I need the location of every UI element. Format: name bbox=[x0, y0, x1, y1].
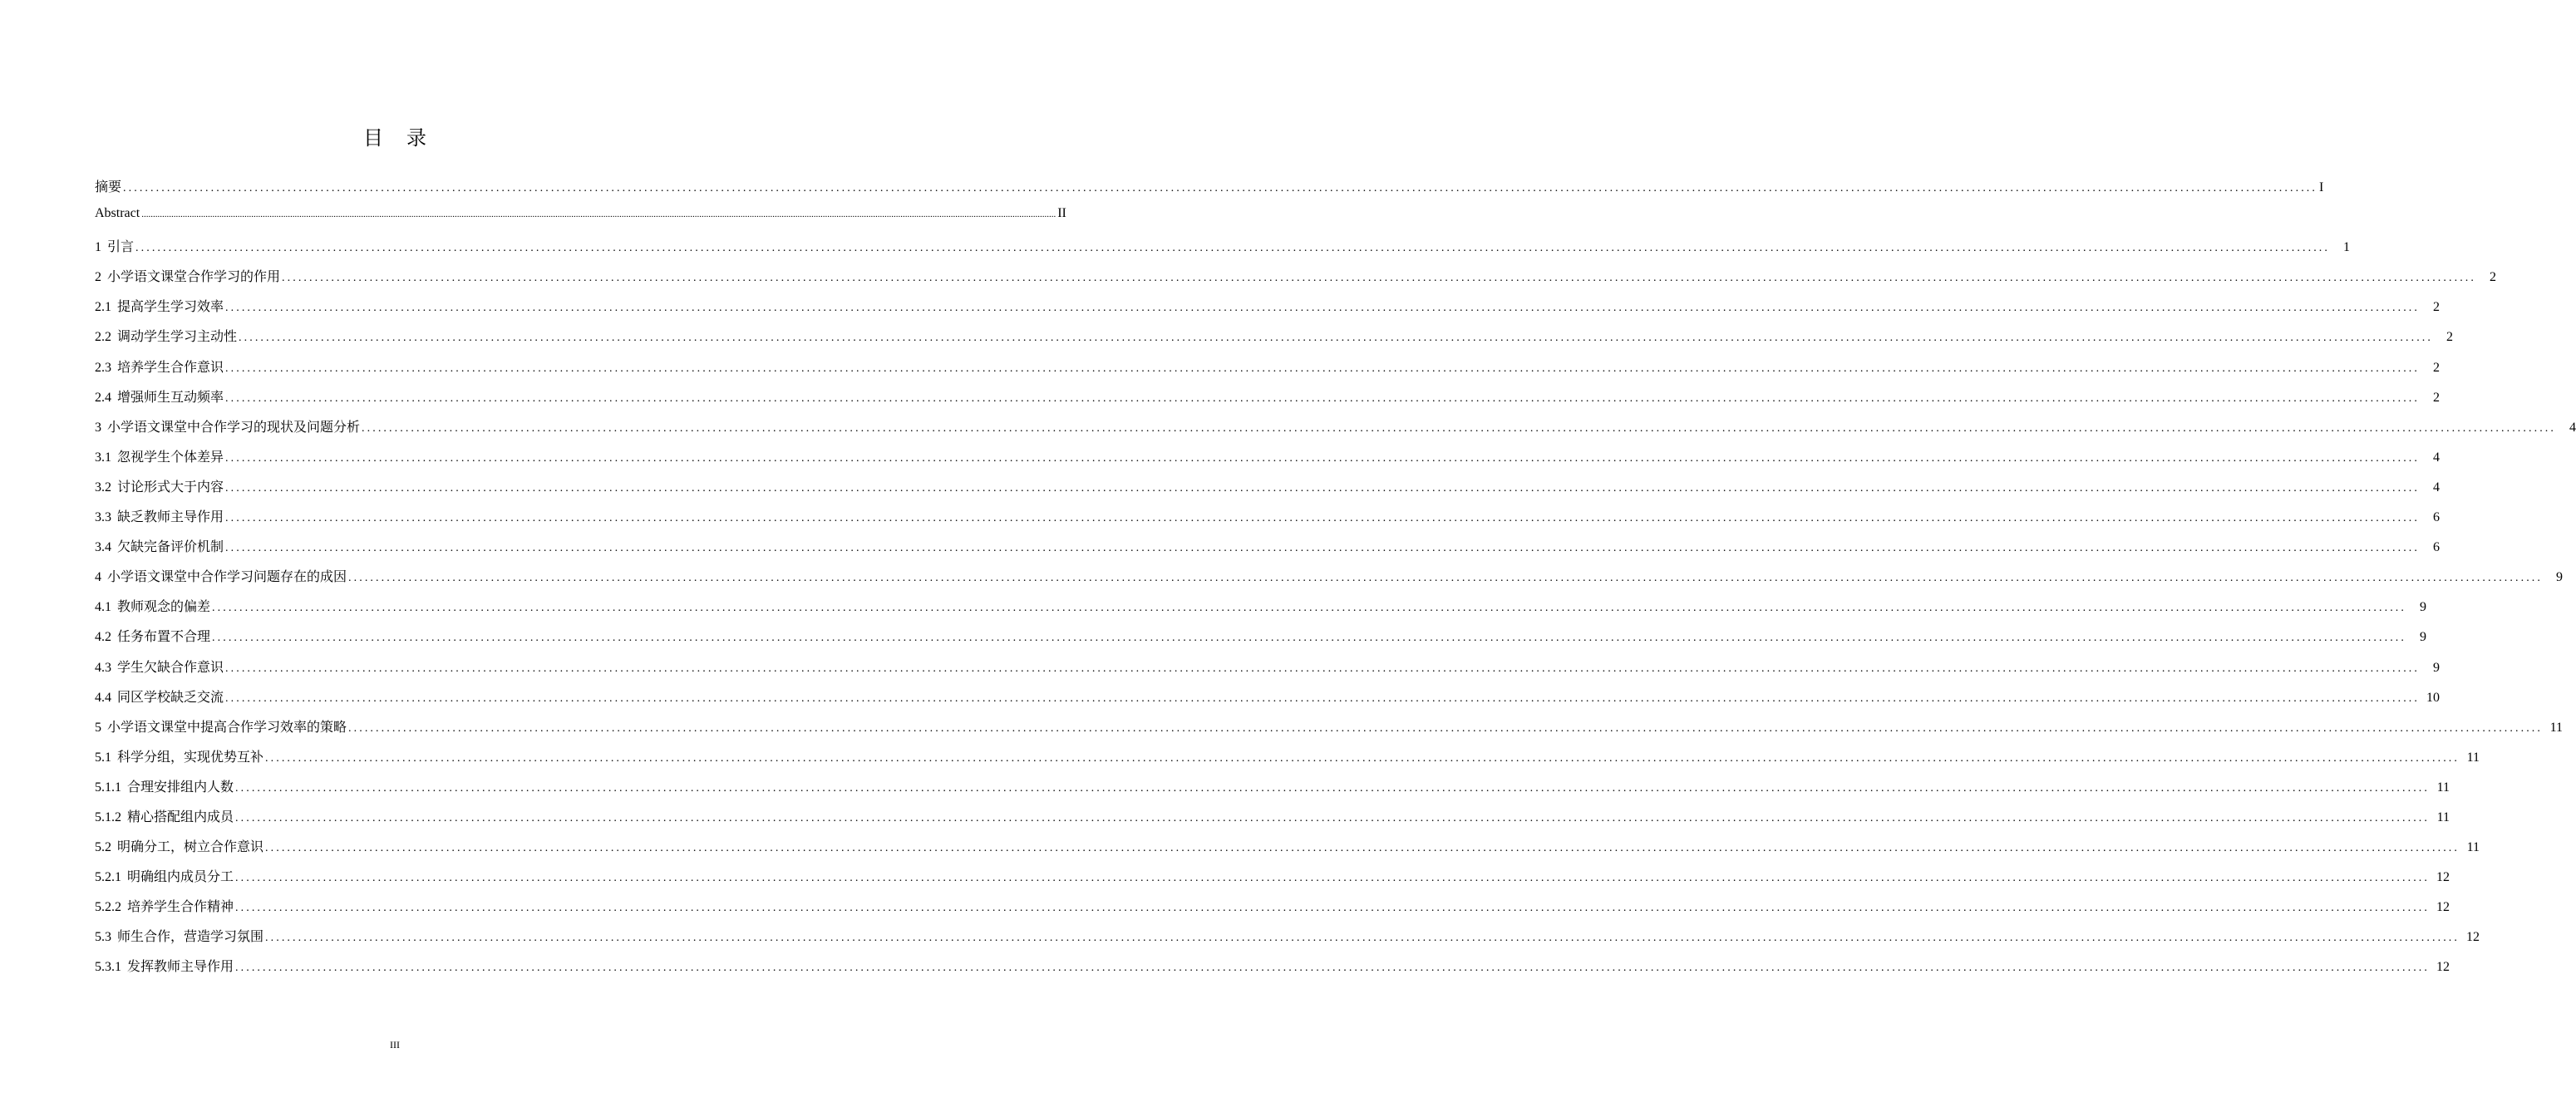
toc-entry[interactable] bbox=[95, 776, 2450, 806]
toc-entry-label bbox=[95, 446, 225, 465]
toc-page-number: 6 bbox=[2433, 540, 2441, 555]
toc-section-number: 2.3 bbox=[95, 360, 111, 375]
dot-leader: ................................................................................................................................................................................................................................................................................................................................................................................................................ bbox=[225, 302, 2421, 315]
toc-section-title: 精心搭配组内成员 bbox=[127, 809, 234, 824]
dot-leader: ................................................................................................................................................................................................................................................................................................................................................................................................................ bbox=[212, 632, 2407, 645]
toc-page-number: 11 bbox=[2436, 780, 2450, 795]
toc-section-title: 小学语文课堂中合作学习问题存在的成因 bbox=[107, 570, 347, 585]
toc-section-number: 5.1 bbox=[95, 750, 111, 765]
dot-leader: ................................................................................................................................................................................................................................................................................................................................................................................................................ bbox=[225, 481, 2421, 495]
dot-leader: ................................................................................................................................................................................................................................................................................................................................................................................................................ bbox=[225, 451, 2421, 465]
toc-section-title: Abstract bbox=[95, 206, 140, 221]
toc-section-title: 教师观念的偏差 bbox=[117, 600, 211, 615]
toc-entry-label bbox=[95, 626, 212, 645]
toc-section-number: 5.3.1 bbox=[95, 960, 121, 975]
toc-section-title: 小学语文课堂合作学习的作用 bbox=[107, 270, 281, 285]
toc-entry-label bbox=[95, 657, 225, 676]
toc-entry[interactable] bbox=[95, 326, 2454, 356]
dot-leader: ................................................................................................................................................................................................................................................................................................................................................................................................................ bbox=[265, 842, 2460, 855]
toc-section-title: 合理安排组内人数 bbox=[127, 780, 234, 795]
toc-page-number: 4 bbox=[2433, 480, 2441, 495]
dot-leader: ................................................................................................................................................................................................................................................................................................................................................................................................................ bbox=[235, 872, 2431, 885]
toc-entry-label bbox=[95, 266, 282, 285]
toc-section-title: 讨论形式大于内容 bbox=[117, 480, 224, 495]
toc-entry-label bbox=[95, 806, 235, 825]
toc-section-number: 3.3 bbox=[95, 510, 111, 525]
dot-leader: ................................................................................................................................................................................................................................................................................................................................................................................................................ bbox=[235, 781, 2431, 795]
toc-page-number: 11 bbox=[2466, 840, 2480, 855]
toc-section-title: 任务布置不合理 bbox=[117, 630, 211, 645]
dot-leader: ................................................................................................................................................................................................................................................................................................................................................................................................................ bbox=[225, 542, 2421, 555]
dot-leader: ................................................................................................................................................................................................................................................................................................................................................................................................................ bbox=[135, 242, 2331, 255]
toc-entry-label bbox=[95, 716, 348, 736]
toc-page-number: 2 bbox=[2433, 300, 2441, 315]
toc-entry[interactable] bbox=[95, 266, 2497, 296]
toc-page-number: 10 bbox=[2426, 690, 2441, 705]
toc-section-title: 提高学生学习效率 bbox=[117, 300, 224, 315]
toc-page-number: 9 bbox=[2420, 630, 2427, 645]
toc-entry-label bbox=[95, 506, 225, 525]
toc-section-title: 小学语文课堂中提高合作学习效率的策略 bbox=[107, 720, 347, 735]
toc-entry-label bbox=[95, 686, 225, 706]
dot-leader: ................................................................................................................................................................................................................................................................................................................................................................................................................ bbox=[235, 962, 2431, 975]
toc-entry[interactable] bbox=[95, 206, 1066, 236]
toc-entry[interactable] bbox=[95, 476, 2441, 506]
dot-leader: ................................................................................................................................................................................................................................................................................................................................................................................................................ bbox=[225, 391, 2421, 405]
toc-section-title: 学生欠缺合作意识 bbox=[117, 660, 224, 675]
toc-entry[interactable] bbox=[95, 446, 2441, 476]
toc-section-title: 明确分工，树立合作意识 bbox=[117, 840, 264, 855]
toc-section-number: 3.2 bbox=[95, 480, 111, 495]
toc-page-number: 9 bbox=[2433, 660, 2441, 675]
toc-page-number: 11 bbox=[2549, 720, 2564, 735]
toc-entry-label bbox=[95, 836, 265, 855]
toc-page-number: 6 bbox=[2433, 510, 2441, 525]
toc-entry[interactable] bbox=[95, 896, 2450, 926]
toc-page-number: 11 bbox=[2466, 750, 2480, 765]
toc-entry-label bbox=[95, 776, 235, 795]
dot-leader: ................................................................................................................................................................................................................................................................................................................................................................................................................ bbox=[141, 209, 1057, 220]
toc-entry-label bbox=[95, 326, 239, 345]
toc-section-number: 4.2 bbox=[95, 630, 111, 645]
toc-entry[interactable] bbox=[95, 866, 2450, 896]
toc-section-title: 引言 bbox=[107, 240, 135, 255]
toc-entry-label bbox=[95, 386, 225, 406]
toc-entry-label bbox=[95, 416, 362, 435]
toc-entry[interactable] bbox=[95, 236, 2351, 266]
toc-section-title: 小学语文课堂中合作学习的现状及问题分析 bbox=[107, 420, 361, 435]
toc-entry[interactable] bbox=[95, 806, 2450, 836]
dot-leader: ................................................................................................................................................................................................................................................................................................................................................................................................................ bbox=[225, 662, 2421, 675]
toc-entry[interactable] bbox=[95, 357, 2441, 386]
toc-page-number: 9 bbox=[2420, 600, 2427, 615]
toc-section-number: 5.3 bbox=[95, 930, 111, 945]
dot-leader: ................................................................................................................................................................................................................................................................................................................................................................................................................ bbox=[225, 691, 2421, 705]
title-char-2: 录 bbox=[406, 126, 426, 150]
toc-page-number: 12 bbox=[2466, 930, 2480, 945]
toc-section-title: 增强师生互动频率 bbox=[117, 390, 224, 405]
toc-page-number: 2 bbox=[2446, 330, 2454, 345]
dot-leader: ................................................................................................................................................................................................................................................................................................................................................................................................................ bbox=[348, 572, 2544, 585]
toc-section-title: 欠缺完备评价机制 bbox=[117, 540, 224, 555]
toc-entry[interactable] bbox=[95, 956, 2450, 986]
toc-section-number: 3.1 bbox=[95, 450, 111, 465]
toc-section-number: 4.1 bbox=[95, 600, 111, 615]
toc-section-number: 2.2 bbox=[95, 330, 111, 345]
toc-section-number: 3 bbox=[95, 420, 101, 435]
toc-section-title: 调动学生学习主动性 bbox=[117, 330, 238, 345]
toc-entry[interactable] bbox=[95, 536, 2441, 566]
toc-section-number: 4.4 bbox=[95, 690, 111, 705]
toc-section-number: 5.2.1 bbox=[95, 870, 121, 885]
toc-page-number: 12 bbox=[2436, 960, 2450, 975]
toc-entry-label bbox=[95, 866, 235, 885]
dot-leader: ................................................................................................................................................................................................................................................................................................................................................................................................................ bbox=[212, 602, 2407, 615]
toc-entry-label bbox=[95, 956, 235, 975]
toc-page-number: 12 bbox=[2436, 870, 2450, 885]
toc-section-title: 科学分组，实现优势互补 bbox=[117, 750, 264, 765]
page-number-footer: III bbox=[390, 1039, 400, 1051]
toc-page-number: I bbox=[2319, 180, 2324, 194]
toc-page-number: 9 bbox=[2556, 570, 2564, 585]
toc-section-number: 2.4 bbox=[95, 390, 111, 405]
toc-page-number: 4 bbox=[2569, 420, 2576, 435]
toc-entry[interactable] bbox=[95, 566, 2564, 596]
toc-page-number: 1 bbox=[2343, 240, 2351, 255]
dot-leader: ................................................................................................................................................................................................................................................................................................................................................................................................................ bbox=[362, 421, 2557, 435]
toc-section-title: 缺乏教师主导作用 bbox=[117, 510, 224, 525]
toc-page-number: 2 bbox=[2433, 360, 2441, 375]
toc-page-number: 2 bbox=[2433, 390, 2441, 405]
toc-entry[interactable] bbox=[95, 296, 2441, 326]
toc-section-title: 明确组内成员分工 bbox=[127, 870, 234, 885]
toc-section-title: 师生合作，营造学习氛围 bbox=[117, 930, 264, 945]
title-char-1: 目 bbox=[363, 126, 383, 150]
toc-section-title: 同区学校缺乏交流 bbox=[117, 690, 224, 705]
toc-entry-label bbox=[95, 926, 265, 945]
toc-entry-label bbox=[95, 566, 348, 585]
page-title bbox=[0, 121, 790, 150]
dot-leader: ................................................................................................................................................................................................................................................................................................................................................................................................................ bbox=[235, 902, 2431, 915]
toc-entry-label bbox=[95, 206, 141, 221]
dot-leader: ................................................................................................................................................................................................................................................................................................................................................................................................................ bbox=[235, 811, 2431, 824]
toc-entry[interactable] bbox=[95, 657, 2441, 686]
toc-section-number: 5.1.1 bbox=[95, 780, 121, 795]
table-of-contents bbox=[95, 176, 2576, 987]
toc-entry-label bbox=[95, 536, 225, 555]
toc-entry[interactable] bbox=[95, 176, 2324, 206]
toc-entry-label bbox=[95, 476, 225, 495]
dot-leader: ................................................................................................................................................................................................................................................................................................................................................................................................................ bbox=[265, 932, 2460, 945]
toc-entry-label bbox=[95, 596, 212, 615]
dot-leader: ................................................................................................................................................................................................................................................................................................................................................................................................................ bbox=[348, 721, 2544, 735]
toc-section-number: 4.3 bbox=[95, 660, 111, 675]
toc-entry-label bbox=[95, 357, 225, 376]
toc-section-number: 2.1 bbox=[95, 300, 111, 315]
toc-entry[interactable] bbox=[95, 926, 2480, 956]
toc-page-number: 12 bbox=[2436, 900, 2450, 915]
toc-entry-label bbox=[95, 746, 265, 765]
toc-section-number: 1 bbox=[95, 240, 101, 255]
dot-leader: ................................................................................................................................................................................................................................................................................................................................................................................................................ bbox=[225, 362, 2421, 375]
toc-section-number: 5 bbox=[95, 720, 101, 735]
toc-section-number: 4 bbox=[95, 570, 101, 585]
toc-entry[interactable] bbox=[95, 746, 2480, 776]
dot-leader: ................................................................................................................................................................................................................................................................................................................................................................................................................ bbox=[123, 182, 2318, 194]
toc-entry[interactable] bbox=[95, 596, 2427, 626]
toc-entry[interactable] bbox=[95, 506, 2441, 536]
toc-entry-label bbox=[95, 296, 225, 315]
toc-entry-label bbox=[95, 896, 235, 915]
toc-section-title: 摘要 bbox=[95, 180, 122, 194]
toc-entry-label bbox=[95, 236, 135, 255]
dot-leader: ................................................................................................................................................................................................................................................................................................................................................................................................................ bbox=[239, 332, 2434, 345]
dot-leader: ................................................................................................................................................................................................................................................................................................................................................................................................................ bbox=[225, 512, 2421, 525]
toc-section-number: 5.2.2 bbox=[95, 900, 121, 915]
toc-entry[interactable] bbox=[95, 626, 2427, 656]
toc-section-title: 培养学生合作精神 bbox=[127, 900, 234, 915]
toc-entry[interactable] bbox=[95, 836, 2480, 866]
toc-section-number: 3.4 bbox=[95, 540, 111, 555]
dot-leader: ................................................................................................................................................................................................................................................................................................................................................................................................................ bbox=[282, 272, 2477, 285]
toc-entry[interactable] bbox=[95, 686, 2441, 716]
toc-page-number: 4 bbox=[2433, 450, 2441, 465]
toc-section-number: 2 bbox=[95, 270, 101, 285]
toc-section-title: 忽视学生个体差异 bbox=[117, 450, 224, 465]
toc-section-title: 培养学生合作意识 bbox=[117, 360, 224, 375]
toc-entry[interactable] bbox=[95, 716, 2564, 746]
dot-leader: ................................................................................................................................................................................................................................................................................................................................................................................................................ bbox=[265, 751, 2460, 765]
toc-section-number: 5.1.2 bbox=[95, 809, 121, 824]
toc-section-title: 发挥教师主导作用 bbox=[127, 960, 234, 975]
toc-page-number: 11 bbox=[2436, 809, 2450, 824]
toc-entry-label bbox=[95, 176, 123, 195]
toc-section-number: 5.2 bbox=[95, 840, 111, 855]
toc-entry[interactable] bbox=[95, 386, 2441, 416]
toc-entry[interactable] bbox=[95, 416, 2576, 446]
toc-page-number: II bbox=[1057, 206, 1066, 221]
toc-page-number: 2 bbox=[2490, 270, 2497, 285]
